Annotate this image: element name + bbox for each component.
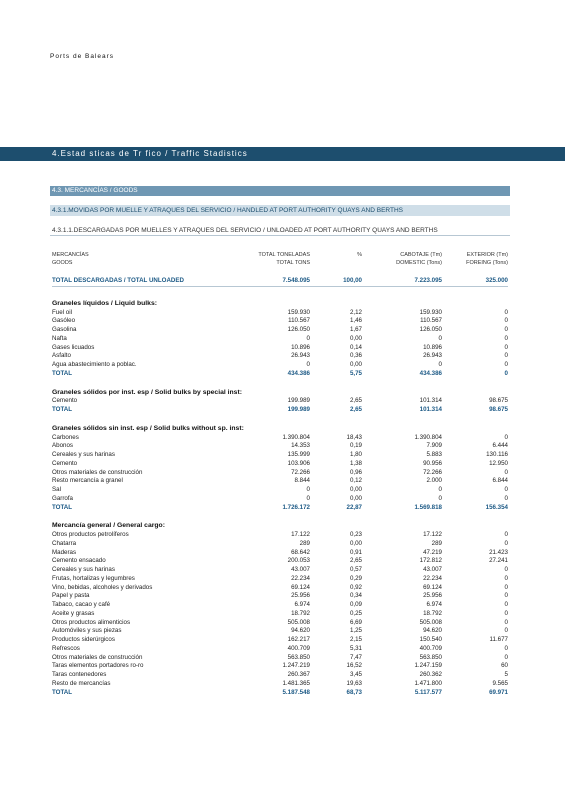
cell-total-tons: 69.124 [291, 583, 310, 591]
cell-foreign: 0 [504, 627, 508, 635]
group-heading [52, 388, 508, 397]
table-row [52, 583, 508, 592]
column-headers [52, 252, 508, 270]
cell-total-tons: 159.930 [287, 308, 310, 316]
row-label: Otros productos alimenticios [52, 618, 131, 626]
row-label: Cemento [52, 397, 78, 405]
cell-domestic: 25.956 [423, 592, 442, 600]
cell-foreign: 0 [504, 352, 508, 360]
table-row [52, 574, 508, 583]
cell-foreign: 60 [501, 662, 508, 670]
cell-percent: 0,29 [349, 574, 362, 582]
cell-foreign: 11.677 [489, 636, 508, 643]
cell-total-tons: 1.726.172 [282, 503, 310, 511]
cell-foreign: 0 [504, 369, 508, 377]
cell-percent: 1,46 [349, 317, 362, 325]
cell-foreign: 6.444 [492, 442, 508, 450]
cell-domestic: 159.930 [419, 308, 442, 316]
col-foreign-en: FOREING (Tons) [466, 259, 508, 266]
cell-total-tons: 25.956 [291, 592, 310, 600]
row-label: Tabaco, cacao y café [52, 601, 111, 608]
cell-foreign: 0 [504, 539, 508, 547]
cell-domestic: 22.234 [423, 574, 442, 582]
table-row [52, 530, 508, 539]
cell-foreign: 156.354 [485, 503, 508, 511]
cell-domestic: 47.219 [423, 548, 442, 556]
cell-total-tons: 0 [306, 494, 310, 502]
cell-percent: 2,12 [349, 308, 362, 316]
row-label: Taras elementos portadores ro-ro [52, 662, 144, 670]
cell-percent: 16,52 [346, 662, 362, 670]
cell-domestic: 5.117.577 [414, 688, 442, 696]
col-domestic-en: DOMESTIC (Tons) [396, 259, 442, 266]
cell-foreign: 130.116 [486, 451, 508, 458]
cell-percent: 0,96 [349, 468, 362, 476]
row-label: Gasóleo [52, 317, 76, 325]
table-row [52, 609, 508, 618]
cell-total-tons: 68.642 [291, 548, 310, 556]
cell-domestic: 2.000 [426, 477, 442, 485]
cell-percent: 0,00 [349, 494, 362, 502]
row-label: TOTAL DESCARGADAS / TOTAL UNLOADED [52, 277, 185, 284]
cell-total-tons: 0 [306, 486, 310, 493]
row-label: Cemento [52, 459, 78, 467]
row-label: TOTAL [52, 688, 73, 696]
cell-foreign: 0 [504, 566, 508, 573]
cell-total-tons: 162.217 [287, 636, 310, 643]
cell-domestic: 505.008 [419, 618, 442, 626]
cell-percent: 0,14 [349, 343, 362, 351]
table-row [52, 343, 508, 352]
cell-total-tons: 103.906 [287, 459, 310, 467]
cell-percent: 7,47 [349, 653, 362, 661]
cell-foreign: 21.423 [489, 548, 508, 556]
table-row [52, 618, 508, 627]
table-row [52, 476, 508, 485]
table-row [52, 661, 508, 670]
table-row [52, 468, 508, 477]
row-label: Fuel oil [52, 308, 72, 316]
table-row [52, 485, 508, 494]
cell-percent: 2,65 [349, 397, 362, 405]
row-label: Papel y pasta [52, 592, 90, 600]
cell-total-tons: 0 [306, 361, 310, 368]
row-label: Otros materiales de construcción [52, 653, 143, 661]
row-label: Graneles sólidos sin inst. esp / Solid bulks without sp. inst: [52, 424, 244, 432]
cell-foreign: 0 [504, 644, 508, 652]
cell-total-tons: 6.974 [294, 601, 310, 608]
cell-total-tons: 200.053 [287, 557, 310, 565]
row-label: Nafta [52, 334, 67, 342]
cell-domestic: 0 [438, 334, 442, 342]
group-heading [52, 299, 508, 308]
cell-domestic: 101.314 [419, 406, 442, 413]
cell-domestic: 110.567 [420, 317, 442, 325]
cell-foreign: 27.241 [489, 557, 508, 565]
cell-foreign: 6.844 [492, 477, 508, 485]
heading-handled: 4.3.1.MOVIDAS POR MUELLE Y ATRAQUES DEL SERVICIO / HANDLED AT PORT AUTHORITY QUAYS AND BERTHS [50, 205, 510, 216]
cell-percent: 22,87 [346, 503, 362, 511]
table-row [52, 433, 508, 442]
row-label: Mercancía general / General cargo: [52, 522, 165, 530]
row-label: Resto mercancía a granel [52, 477, 123, 485]
cell-domestic: 563.850 [419, 653, 442, 661]
group-heading [52, 521, 508, 530]
table-row [52, 450, 508, 459]
cell-percent: 6,69 [349, 618, 362, 626]
cell-domestic: 260.362 [419, 671, 442, 678]
total-row [52, 688, 508, 697]
table-row [52, 626, 508, 635]
table-row [52, 351, 508, 360]
cell-total-tons: 72.266 [291, 468, 310, 476]
cell-percent: 1,67 [349, 326, 362, 333]
group-heading [52, 424, 508, 433]
cell-foreign: 0 [504, 334, 508, 342]
cell-foreign: 98.675 [489, 397, 508, 405]
cell-foreign: 0 [504, 583, 508, 591]
cell-total-tons: 14.353 [291, 442, 310, 450]
cell-percent: 0,00 [349, 539, 362, 547]
total-row [52, 503, 508, 512]
cell-total-tons: 434.386 [287, 369, 310, 377]
cell-total-tons: 126.050 [287, 326, 310, 333]
cell-total-tons: 94.620 [291, 627, 310, 635]
table-row [52, 653, 508, 662]
cell-percent: 68,73 [346, 688, 362, 696]
cell-domestic: 400.709 [419, 644, 442, 652]
cell-domestic: 1.390.804 [414, 433, 442, 441]
total-row [52, 276, 508, 285]
row-label: Graneles líquidos / Liquid bulks: [52, 299, 157, 307]
cell-percent: 18,43 [346, 433, 362, 441]
row-label: Gases licuados [52, 343, 95, 351]
cell-foreign: 0 [504, 343, 508, 351]
row-label: Vino, bebidas, alcoholes y derivados [52, 583, 153, 591]
col-goods-en: GOODS [52, 259, 73, 266]
row-label: Gasolina [52, 326, 77, 333]
cell-total-tons: 43.007 [291, 566, 310, 573]
cell-percent: 0,09 [349, 601, 362, 608]
cell-total-tons: 1.390.804 [282, 433, 310, 441]
cell-percent: 5,31 [349, 644, 362, 652]
cell-domestic: 69.124 [423, 583, 442, 591]
cell-foreign: 0 [504, 653, 508, 661]
row-label: Carbones [52, 433, 79, 441]
total-row [52, 405, 508, 414]
cell-percent: 5,75 [349, 369, 362, 377]
cell-foreign: 0 [504, 486, 508, 493]
table-row [52, 441, 508, 450]
table-row [52, 670, 508, 679]
row-label: Otros materiales de construcción [52, 468, 143, 476]
cell-foreign: 0 [504, 592, 508, 600]
row-label: Automóviles y sus piezas [52, 627, 122, 635]
table-row [52, 591, 508, 600]
cell-domestic: 126.050 [419, 326, 442, 333]
table-row [52, 556, 508, 565]
row-label: Productos siderúrgicos [52, 636, 115, 643]
cell-percent: 19,63 [346, 679, 362, 687]
total-row [52, 369, 508, 378]
col-total-es: TOTAL TONELADAS [258, 252, 310, 258]
cell-percent: 0,25 [349, 609, 362, 617]
cell-domestic: 101.314 [419, 397, 442, 405]
heading-goods: 4.3. MERCANCÍAS / GOODS [50, 186, 510, 196]
cell-total-tons: 18.792 [291, 609, 310, 617]
cell-foreign: 0 [504, 494, 508, 502]
cell-total-tons: 135.999 [287, 451, 310, 458]
cell-domestic: 90.956 [423, 459, 442, 467]
table-row [52, 308, 508, 317]
row-label: Graneles sólidos por inst. esp / Solid bulks by special inst: [52, 388, 242, 396]
cell-domestic: 72.266 [423, 468, 442, 476]
row-label: Cemento ensacado [52, 557, 106, 565]
cell-percent: 0,57 [349, 566, 362, 573]
row-label: Taras contenedores [52, 671, 107, 678]
cell-domestic: 0 [438, 486, 442, 493]
cell-foreign: 0 [504, 433, 508, 441]
cell-domestic: 18.792 [423, 609, 442, 617]
table-row [52, 360, 508, 369]
row-label: Garrofa [52, 494, 73, 502]
cell-domestic: 7.223.095 [414, 277, 442, 284]
cell-foreign: 0 [504, 317, 508, 325]
cell-domestic: 1.471.800 [414, 679, 442, 687]
cell-domestic: 0 [438, 361, 442, 368]
heading-unloaded: 4.3.1.1.DESCARGADAS POR MUELLES Y ATRAQUES DEL SERVICIO / UNLOADED AT PORT AUTHORITY QUAYS AND BERTHS [50, 225, 510, 236]
row-label: Resto de mercancías [52, 679, 111, 687]
row-label: Chatarra [52, 539, 77, 547]
table-row [52, 494, 508, 503]
cell-percent: 2,15 [349, 636, 362, 643]
table-row [52, 396, 508, 405]
row-label: TOTAL [52, 369, 73, 377]
cell-percent: 0,34 [349, 592, 362, 600]
table-row [52, 565, 508, 574]
header-brand: Ports de Balears [50, 53, 115, 60]
cell-domestic: 150.540 [419, 636, 442, 643]
cell-percent: 0,36 [349, 352, 362, 360]
row-label: Maderas [52, 548, 77, 556]
cell-total-tons: 110.567 [288, 317, 310, 325]
cell-total-tons: 7.548.095 [282, 277, 310, 284]
cell-foreign: 0 [504, 574, 508, 582]
cell-domestic: 289 [431, 539, 442, 547]
row-label: Aceite y grasas [52, 609, 95, 617]
cell-foreign: 0 [504, 308, 508, 316]
cell-total-tons: 26.943 [291, 352, 310, 360]
cell-foreign: 9.565 [492, 679, 508, 687]
table-row [52, 316, 508, 325]
cell-total-tons: 8.844 [294, 477, 310, 485]
row-label: Cereales y sus harinas [52, 451, 115, 458]
cell-percent: 1,80 [349, 451, 362, 458]
cell-percent: 1,25 [349, 627, 362, 635]
cell-percent: 0,00 [349, 486, 362, 493]
cell-foreign: 98.675 [489, 406, 508, 413]
cell-foreign: 0 [504, 601, 508, 608]
cell-foreign: 69.971 [489, 688, 508, 696]
cell-foreign: 0 [504, 468, 508, 476]
table-row [52, 644, 508, 653]
cell-domestic: 172.812 [419, 557, 442, 565]
cell-domestic: 94.620 [423, 627, 442, 635]
cell-percent: 0,19 [349, 442, 362, 450]
cell-percent: 0,00 [349, 361, 362, 368]
cell-total-tons: 199.989 [287, 406, 310, 413]
row-label: Agua abastecimiento a poblac. [52, 361, 137, 368]
row-label: Sal [52, 486, 61, 493]
row-label: Abonos [52, 442, 73, 450]
cell-foreign: 0 [504, 618, 508, 626]
cell-total-tons: 1.481.365 [282, 679, 310, 687]
cell-foreign: 5 [504, 671, 508, 678]
cell-domestic: 10.896 [423, 343, 442, 351]
row-label: Frutas, hortalizas y legumbres [52, 574, 135, 582]
cell-percent: 0,92 [349, 583, 362, 591]
cell-total-tons: 505.008 [287, 618, 310, 626]
cell-total-tons: 199.989 [287, 397, 310, 405]
cell-foreign: 0 [504, 326, 508, 333]
cell-percent: 0,00 [349, 334, 362, 342]
cell-foreign: 12.950 [489, 459, 508, 467]
cell-domestic: 434.386 [419, 369, 442, 377]
cell-domestic: 6.974 [426, 601, 442, 608]
cell-domestic: 26.943 [423, 352, 442, 360]
cell-domestic: 1.569.818 [414, 503, 442, 511]
table-row [52, 600, 508, 609]
row-label: Asfalto [52, 352, 71, 360]
table-row [52, 679, 508, 688]
cell-percent: 100,00 [343, 277, 362, 284]
cell-total-tons: 1.247.219 [282, 662, 310, 670]
cell-domestic: 7.909 [426, 442, 442, 450]
cell-domestic: 17.122 [423, 531, 442, 538]
table-row [52, 325, 508, 334]
table-row [52, 635, 508, 644]
cell-percent: 2,65 [349, 557, 362, 565]
cell-percent: 1,38 [349, 459, 362, 467]
cell-percent: 0,12 [349, 477, 362, 485]
cell-domestic: 1.247.159 [414, 662, 442, 670]
cell-total-tons: 0 [306, 334, 310, 342]
col-total-en: TOTAL TONS [276, 259, 310, 266]
cell-domestic: 0 [438, 494, 442, 502]
table-row [52, 459, 508, 468]
cell-total-tons: 5.187.548 [282, 688, 310, 696]
col-foreign-es: EXTERIOR (Tm) [466, 252, 508, 258]
cell-domestic: 43.007 [423, 566, 442, 573]
cell-foreign: 0 [504, 609, 508, 617]
row-label: TOTAL [52, 503, 73, 511]
cell-foreign: 0 [504, 531, 508, 538]
cell-total-tons: 17.122 [291, 531, 310, 538]
cell-total-tons: 10.896 [291, 343, 310, 351]
row-label: Otros productos petrolíferos [52, 531, 129, 538]
section-title-band [0, 147, 565, 161]
section-title: 4.Estad sticas de Tr fico / Traffic Stadistics [52, 149, 248, 158]
cell-percent: 0,91 [349, 548, 362, 556]
table-row [52, 334, 508, 343]
table-row [52, 548, 508, 557]
cell-percent: 0,23 [349, 531, 362, 538]
cell-total-tons: 400.709 [287, 644, 310, 652]
row-label: Cereales y sus harinas [52, 566, 115, 573]
cell-total-tons: 563.850 [287, 653, 310, 661]
col-percent: % [357, 252, 362, 258]
row-label: TOTAL [52, 406, 73, 413]
col-domestic-es: CABOTAJE (Tm) [400, 252, 442, 258]
cell-foreign: 0 [504, 361, 508, 368]
table-row [52, 539, 508, 548]
cell-total-tons: 289 [299, 539, 310, 547]
cell-percent: 3,45 [349, 671, 362, 678]
cell-domestic: 5.883 [426, 451, 442, 458]
row-label: Refrescos [52, 644, 80, 652]
col-goods-es: MERCANCÍAS [52, 252, 89, 258]
cell-total-tons: 22.234 [291, 574, 310, 582]
cell-total-tons: 260.367 [287, 671, 310, 678]
divider [52, 286, 508, 287]
cell-foreign: 325.000 [485, 277, 508, 284]
cell-percent: 2,65 [349, 406, 362, 413]
